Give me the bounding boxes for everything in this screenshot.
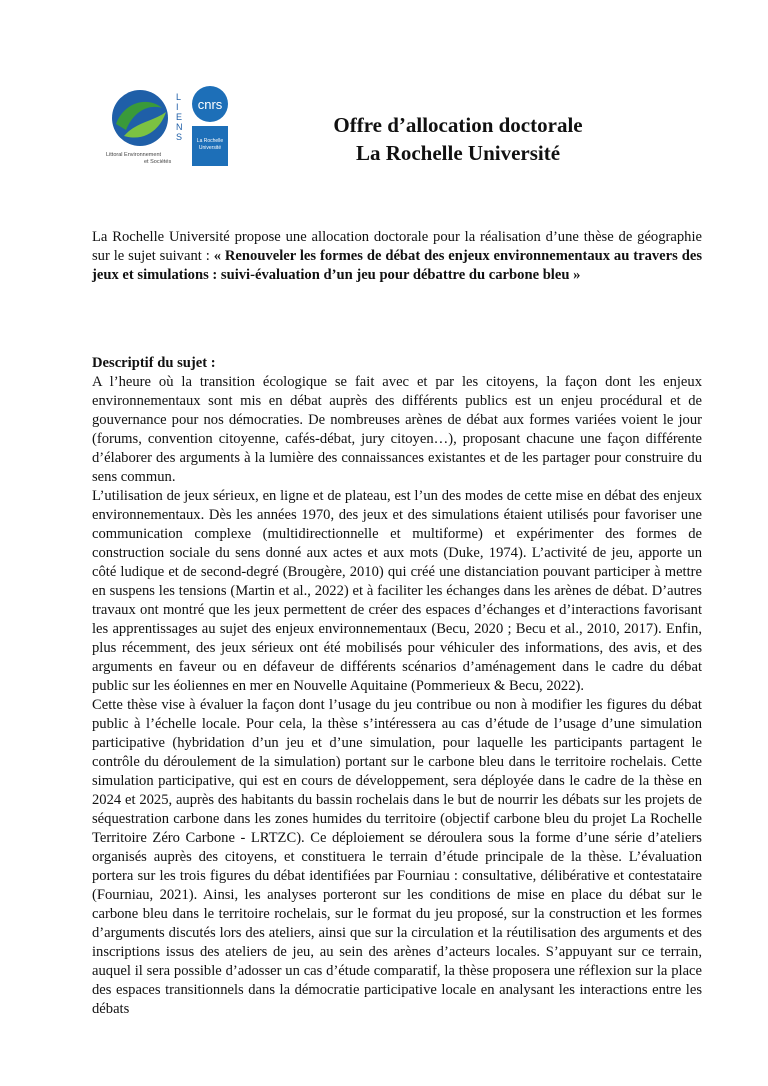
section-heading: Descriptif du sujet : (92, 355, 216, 371)
lru-logo-text-2: Université (198, 145, 222, 151)
liens-subtitle-line2: et Sociétés (144, 159, 172, 165)
liens-subtitle-line1: Littoral Environnement (106, 152, 162, 158)
header-logos (104, 82, 234, 172)
page-title (258, 111, 658, 167)
title-line-2: La Rochelle Université (355, 141, 561, 165)
intro-paragraph (92, 228, 702, 285)
title-line-1: Offre d’allocation doctorale (333, 113, 583, 137)
body-paragraph-3: Cette thèse vise à évaluer la façon dont l’usage du jeu contribue ou non à modifier les figures du débat public à l’échelle locale. Pour cela, la thèse s’intéressera au cas d’étude de l’usage d’une simulation participative (hybridation d’un jeu et d’une simulation, pour laquelle les participants partagent le contrôle du déroulement de la simulation) portant sur le carbone bleu dans le territoire rochelais. Cette simulation participative, qui est en cours de développement, sera déployée dans le cadre de la thèse en 2024 et 2025, auprès des habitants du bassin rochelais dans le but de nourrir les débats sur les projets de séquestration carbone dans les zones humides du territoire (objectif carbone bleu du projet La Rochelle Territoire Zéro Carbone - LRTZC). Ce déploiement se déroulera sous la forme d’une série d’ateliers organisés auprès des citoyens, et constituera le terrain d’étude principale de la thèse. L’évaluation portera sur les trois figures du débat identifiées par Fourniau : consultative, délibérative et contestataire (Fourniau, 2021). Ainsi, les analyses porteront sur les conditions de mise en place du débat sur le carbone bleu dans le territoire rochelais, sur le format du jeu proposé, sur la construction et les formes d’arguments discutés lors des ateliers, ainsi que sur la circulation et la réutilisation des arguments et des inscriptions issus des ateliers de jeu, au sein des arènes d’acteurs locales. S’appuyant sur ce terrain, auquel il sera possible d’adosser un cas d’étude comparatif, la thèse proposera une réflexion sur la place des espaces transitionnels dans la démocratie participative locale en analysant les interactions entre les débats (92, 697, 702, 1017)
intro-text: La Rochelle Université propose une allocation doctorale pour la réalisation d’une thèse de géographie sur le sujet suivant : (92, 229, 702, 264)
liens-letter-l: L (176, 92, 182, 102)
liens-letter-n: N (176, 122, 183, 132)
body-paragraph-2: L’utilisation de jeux sérieux, en ligne et de plateau, est l’un des modes de cette mise en débat des enjeux environnementaux. Dès les années 1970, des jeux et des simulations étaient utilisés pour favoriser une communication complexe (multidirectionnelle et multiforme) et expérimenter des formes de construction sociale du sens donné aux actes et aux mots (Duke, 1974). L’activité de jeu, apporte un côté ludique et de second-degré (Brougère, 2010) qui créé une distanciation pouvant participer à mettre en suspens les tensions (Martin et al., 2022) et à faciliter les échanges dans les arènes de débat. D’autres travaux ont montré que les jeux permettent de créer des espaces d’échanges et d’interactions favorisant les apprentissages au sujet des enjeux environnementaux (Becu, 2020 ; Becu et al., 2010, 2017). Enfin, plus récemment, des jeux sérieux ont été mobilisés pour véhiculer des informations, des avis, et des arguments en faveur ou en défaveur de différents scénarios d’aménagement dans le cadre du débat public sur les éoliennes en mer en Nouvelle Aquitaine (Pommerieux & Becu, 2022). (92, 488, 702, 694)
cnrs-lru-logos (186, 84, 234, 168)
body-paragraph-1: A l’heure où la transition écologique se fait avec et par les citoyens, la façon dont les enjeux environnementaux sont mis en débat auprès des différents publics est un enjeu procédural et de gouvernance pour nos démocraties. De nombreuses arènes de débat aux formes variées voient le jour (forums, convention citoyenne, cafés-débat, jury citoyen…), proposant chacune une façon différente d’élaborer des arguments à la lumière des connaissances existantes et de les partager pour construire du sens commun. (92, 374, 702, 485)
section-body (92, 373, 702, 1019)
liens-letter-i: I (176, 102, 179, 112)
liens-letter-s: S (176, 132, 183, 142)
liens-logo (104, 82, 194, 172)
cnrs-logo-text: cnrs (197, 97, 223, 112)
liens-letter-e: E (176, 112, 183, 122)
lru-logo-text-1: La Rochelle (196, 138, 224, 144)
thesis-subject: « Renouveler les formes de débat des enjeux environnementaux au travers des jeux et simulations : suivi-évaluation d’un jeu pour débattre du carbone bleu » (92, 248, 702, 283)
